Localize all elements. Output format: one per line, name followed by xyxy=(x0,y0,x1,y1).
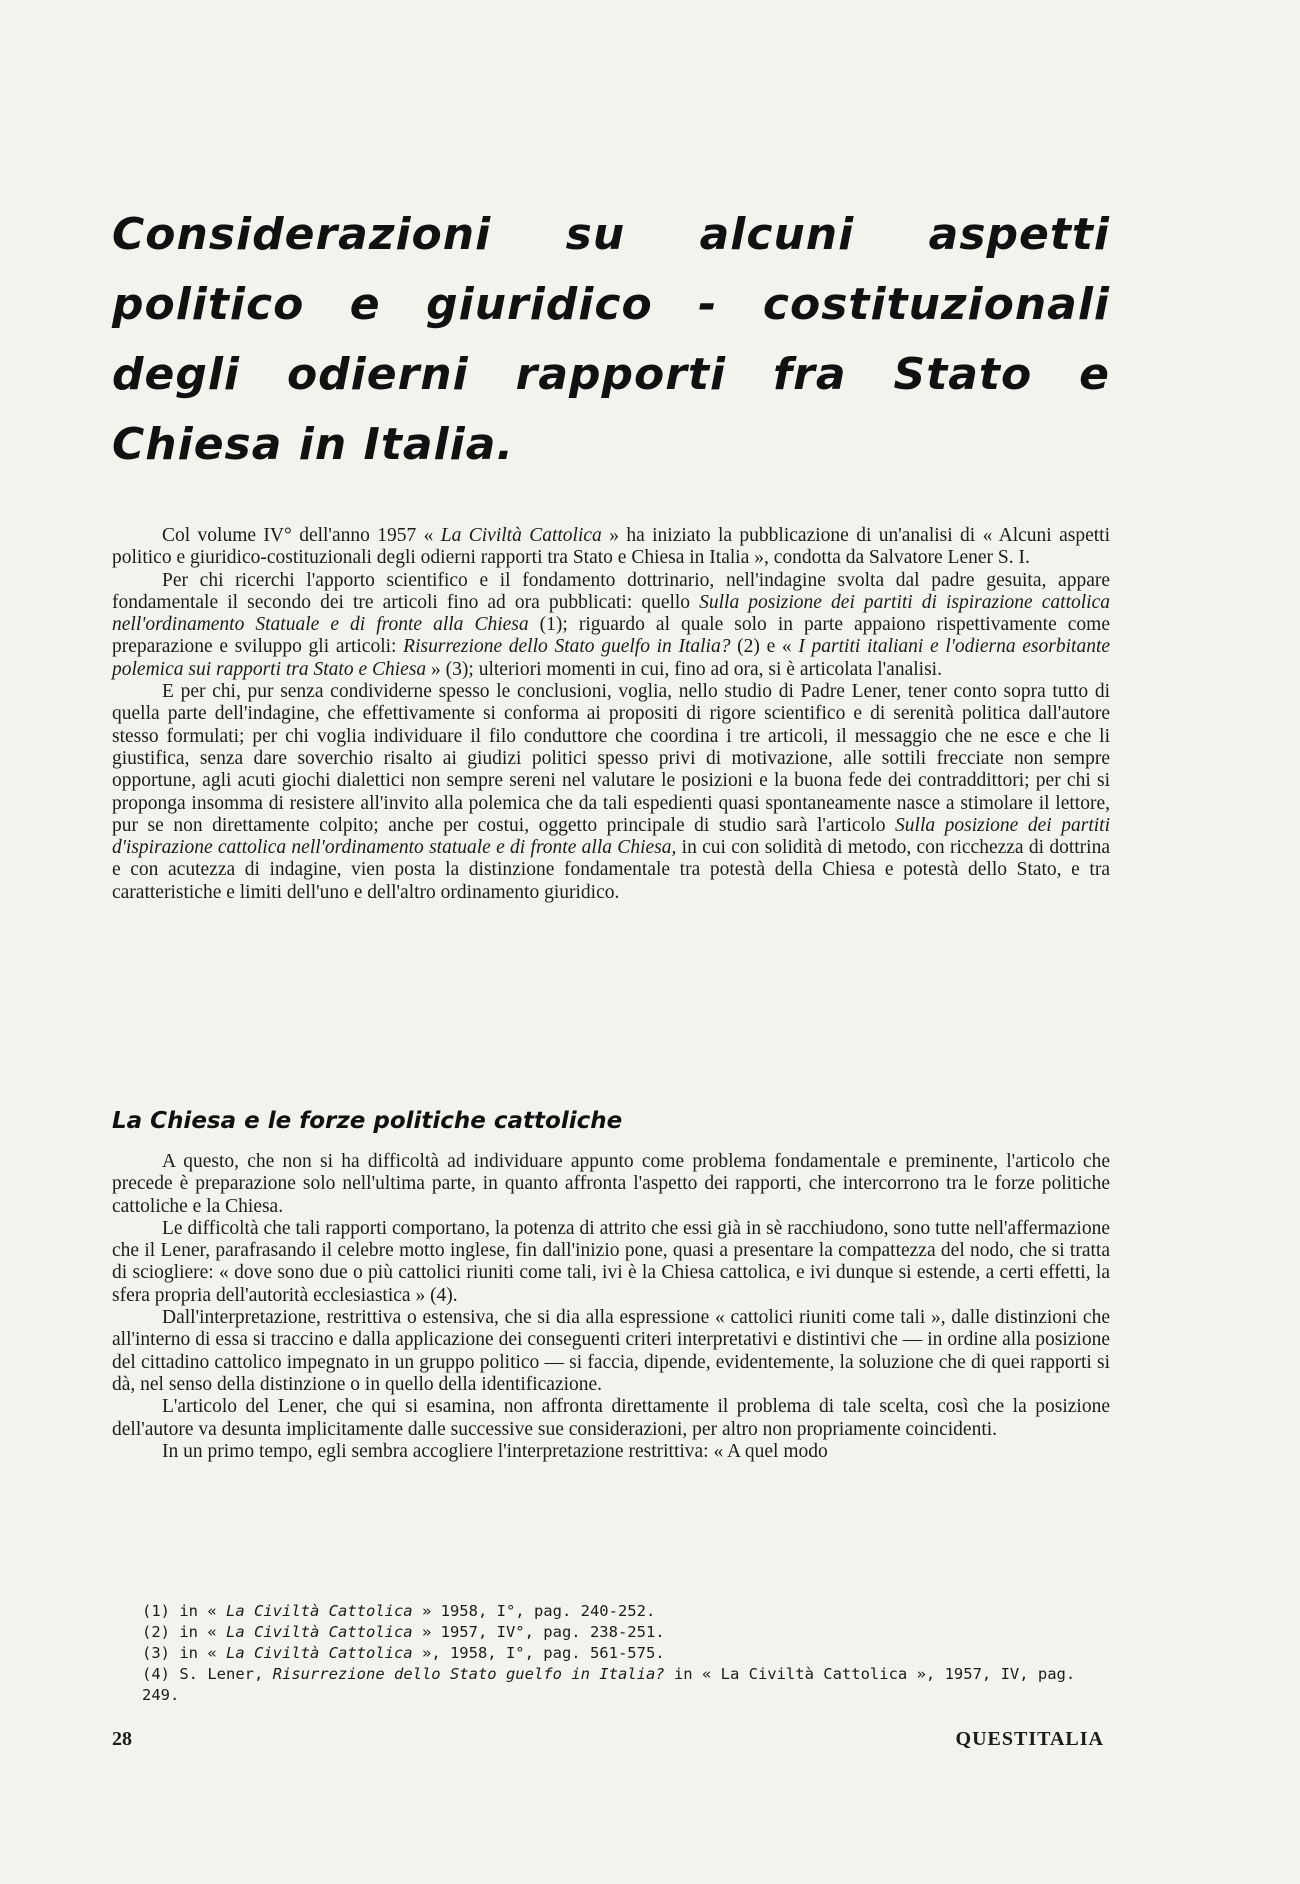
footnote: (4) S. Lener, Risurrezione dello Stato guelfo in Italia? in « La Civiltà Cattolica », 1957, IV, pag. 249. xyxy=(142,1665,1076,1704)
intro-text xyxy=(112,525,1110,904)
paragraph: Le difficoltà che tali rapporti comportano, la potenza di attrito che essi già in sè racchiudono, sono tutte nell'affermazione che il Lener, parafrasando il celebre motto inglese, fin dall'inizio pone, quasi a presentare la compattezza del nodo, che si tratta di sciogliere: « dove sono due o più cattolici riuniti come tali, ivi è la Chiesa cattolica, e ivi dunque si estende, a certi effetti, la sfera propria dell'autorità ecclesiastica » (4). xyxy=(112,1217,1110,1306)
section-text xyxy=(112,1151,1110,1463)
paragraph-cutoff: In un primo tempo, egli sembra accogliere l'interpretazione restrittiva: « A quel modo xyxy=(162,1440,828,1462)
title-line: politico e giuridico - costituzionali xyxy=(112,279,1110,330)
paragraph: L'articolo del Lener, che qui si esamina, non affronta direttamente il problema di tale scelta, così che la posizione dell'autore va desunta implicitamente dalle successive sue considerazioni, per altro non propriamente coincidenti. xyxy=(112,1396,1110,1440)
paragraph: Per chi ricerchi l'apporto scientifico e il fondamento dottrinario, nell'indagine svolta dal padre gesuita, appare fondamentale il secondo dei tre articoli fino ad ora pubblicati: quello Sulla posizione dei partiti di ispirazione cattolica nell'ordinamento Statuale e di fronte alla Chiesa (1); riguardo al quale solo in parte appaiono rispettivamente come preparazione e sviluppo gli articoli: Risurrezione dello Stato guelfo in Italia? (2) e « I partiti italiani e l'odierna esorbitante polemica sui rapporti tra Stato e Chiesa » (3); ulteriori momenti in cui, fino ad ora, si è articolata l'analisi. xyxy=(112,569,1111,680)
article-title xyxy=(112,200,1110,480)
title-line: Considerazioni su alcuni aspetti xyxy=(112,209,1110,260)
paragraph: Col volume IV° dell'anno 1957 « La Civiltà Cattolica » ha iniziato la pubblicazione di un'analisi di « Alcuni aspetti politico e giuridico-costituzionali degli odierni rapporti tra Stato e Chiesa in Italia », condotta da Salvatore Lener S. I. xyxy=(112,525,1111,569)
paragraph: Dall'interpretazione, restrittiva o estensiva, che si dia alla espressione « cattolici riuniti come tali », dalle distinzioni che all'interno di essa si traccino e dalla applicazione dei conseguenti criteri interpretativi e distintivi che — in ordine alla posizione del cittadino cattolico impegnato in un gruppo politico — si faccia, dipende, evidentemente, la soluzione che di quei rapporti si dà, nel senso della distinzione o in quello della identificazione. xyxy=(112,1307,1110,1395)
paragraph: E per chi, pur senza condividerne spesso le conclusioni, voglia, nello studio di Padre Lener, tener conto sopra tutto di quella parte dell'indagine, che effettivamente si conforma ai propositi di rigore scientifico e di serenità politica dall'autore stesso formulati; per chi voglia individuare il filo conduttore che coordina i tre articoli, il messaggio che ne esce e che li giustifica, senza dare soverchio risalto ai giudizi politici spesso privi di motivazione, alle sottili frecciate non sempre opportune, agli acuti giochi dialettici non sempre sereni nel valutare le posizioni e la buona fede dei contraddittori; per chi si proponga insomma di resistere all'invito alla polemica che da tali espedienti quasi spontaneamente nasce a stimolare il lettore, pur se non direttamente colpito; anche per costui, oggetto principale di studio sarà l'articolo Sulla posizione dei partiti d'ispirazione cattolica nell'ordinamento statuale e di fronte alla Chiesa, in cui con solidità di metodo, con ricchezza di dottrina e con acutezza di indagine, vien posta la distinzione fondamentale tra potestà della Chiesa e potestà dello Stato, e tra caratteristiche e limiti dell'uno e dell'altro ordinamento giuridico. xyxy=(112,681,1110,903)
footnote: (3) in « La Civiltà Cattolica », 1958, I°, pag. 561-575. xyxy=(142,1644,665,1662)
page-number: 28 xyxy=(112,1728,132,1750)
magazine-name: QUESTITALIA xyxy=(955,1728,1104,1750)
paragraph: A questo, che non si ha difficoltà ad individuare appunto come problema fondamentale e preminente, l'articolo che precede è preparazione solo nell'ultima parte, in quanto affronta l'aspetto dei rapporti, che intercorrono tra le forze politiche cattoliche e la Chiesa. xyxy=(112,1151,1110,1217)
footnote: (1) in « La Civiltà Cattolica » 1958, I°, pag. 240-252. xyxy=(142,1602,656,1620)
title-line: Chiesa in Italia. xyxy=(112,419,515,470)
section-heading: La Chiesa e le forze politiche cattoliche xyxy=(112,1108,623,1134)
footnotes xyxy=(112,1601,1110,1706)
footnote: (2) in « La Civiltà Cattolica » 1957, IV°, pag. 238-251. xyxy=(142,1623,665,1641)
title-line: degli odierni rapporti fra Stato e xyxy=(112,349,1110,400)
